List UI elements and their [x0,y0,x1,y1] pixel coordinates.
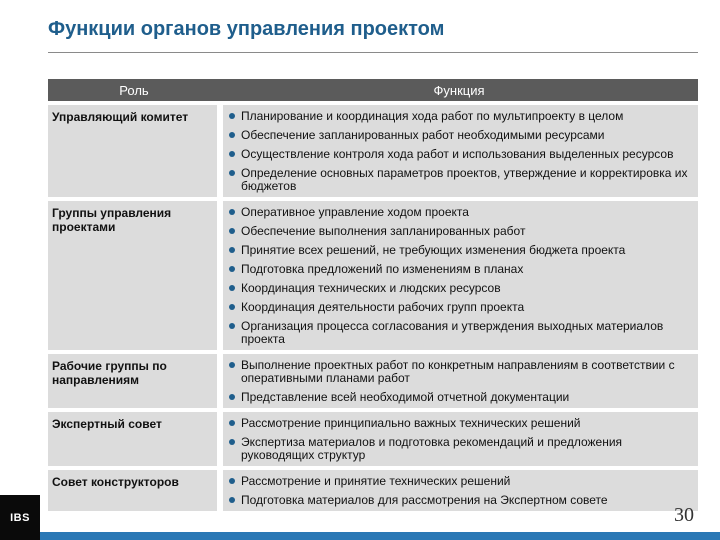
function-item [223,244,696,257]
table-row [48,103,698,199]
page-number: 30 [674,504,694,526]
function-item [223,436,696,462]
role-cell: Совет конструкторов [48,468,220,511]
function-list [223,110,696,193]
function-list [223,475,696,507]
table-row [48,410,698,468]
bullet-icon [229,209,235,215]
function-cell [220,410,698,468]
bullet-icon [229,285,235,291]
function-text: Определение основных параметров проектов, утверждение и корректировка их бюджетов [241,166,688,193]
bullet-icon [229,362,235,368]
bullet-icon [229,439,235,445]
function-item [223,475,696,488]
bullet-icon [229,151,235,157]
function-text: Планирование и координация хода работ по мультипроекту в целом [241,109,624,123]
role-cell: Экспертный совет [48,410,220,468]
table-body [48,103,698,511]
function-item [223,167,696,193]
function-item [223,129,696,142]
function-text: Оперативное управление ходом проекта [241,205,469,219]
page-title: Функции органов управления проектом [48,18,445,40]
function-text: Представление всей необходимой отчетной документации [241,390,570,404]
bullet-icon [229,247,235,253]
functions-table [48,79,698,511]
bullet-icon [229,170,235,176]
function-text: Рассмотрение принципиально важных технических решений [241,416,581,430]
bullet-icon [229,113,235,119]
function-text: Выполнение проектных работ по конкретным направлениям в соответствии с оперативными планами работ [241,358,675,385]
function-item [223,225,696,238]
function-item [223,263,696,276]
role-cell: Рабочие группы по направлениям [48,352,220,410]
function-text: Рассмотрение и принятие технических решений [241,474,511,488]
function-text: Подготовка материалов для рассмотрения на Экспертном совете [241,493,608,507]
bullet-icon [229,420,235,426]
role-cell: Управляющий комитет [48,103,220,199]
function-cell [220,199,698,352]
function-item [223,110,696,123]
function-text: Принятие всех решений, не требующих изменения бюджета проекта [241,243,626,257]
function-text: Организация процесса согласования и утверждения выходных материалов проекта [241,319,664,346]
function-text: Обеспечение запланированных работ необходимыми ресурсами [241,128,605,142]
bullet-icon [229,323,235,329]
bullet-icon [229,478,235,484]
footer-bar [40,532,720,540]
table-row [48,352,698,410]
function-item [223,148,696,161]
bullet-icon [229,132,235,138]
function-item [223,391,696,404]
table-header-row [48,79,698,103]
bullet-icon [229,497,235,503]
function-text: Подготовка предложений по изменениям в планах [241,262,524,276]
function-list [223,417,696,462]
function-item [223,206,696,219]
function-item [223,301,696,314]
function-item [223,494,696,507]
function-item [223,282,696,295]
function-text: Осуществление контроля хода работ и использования выделенных ресурсов [241,147,674,161]
header-function: Функция [220,79,698,103]
function-cell [220,468,698,511]
function-list [223,359,696,404]
function-text: Координация технических и людских ресурсов [241,281,501,295]
header-role: Роль [48,79,220,103]
role-cell: Группы управления проектами [48,199,220,352]
table-row [48,468,698,511]
bullet-icon [229,304,235,310]
function-item [223,417,696,430]
title-divider [48,52,698,53]
function-item [223,320,696,346]
function-text: Координация деятельности рабочих групп проекта [241,300,525,314]
function-cell [220,103,698,199]
ibs-logo: IBS [0,495,40,540]
bullet-icon [229,394,235,400]
function-item [223,359,696,385]
bullet-icon [229,228,235,234]
function-list [223,206,696,346]
function-text: Экспертиза материалов и подготовка рекомендаций и предложения руководящих структур [241,435,623,462]
function-text: Обеспечение выполнения запланированных работ [241,224,526,238]
table-row [48,199,698,352]
function-cell [220,352,698,410]
bullet-icon [229,266,235,272]
